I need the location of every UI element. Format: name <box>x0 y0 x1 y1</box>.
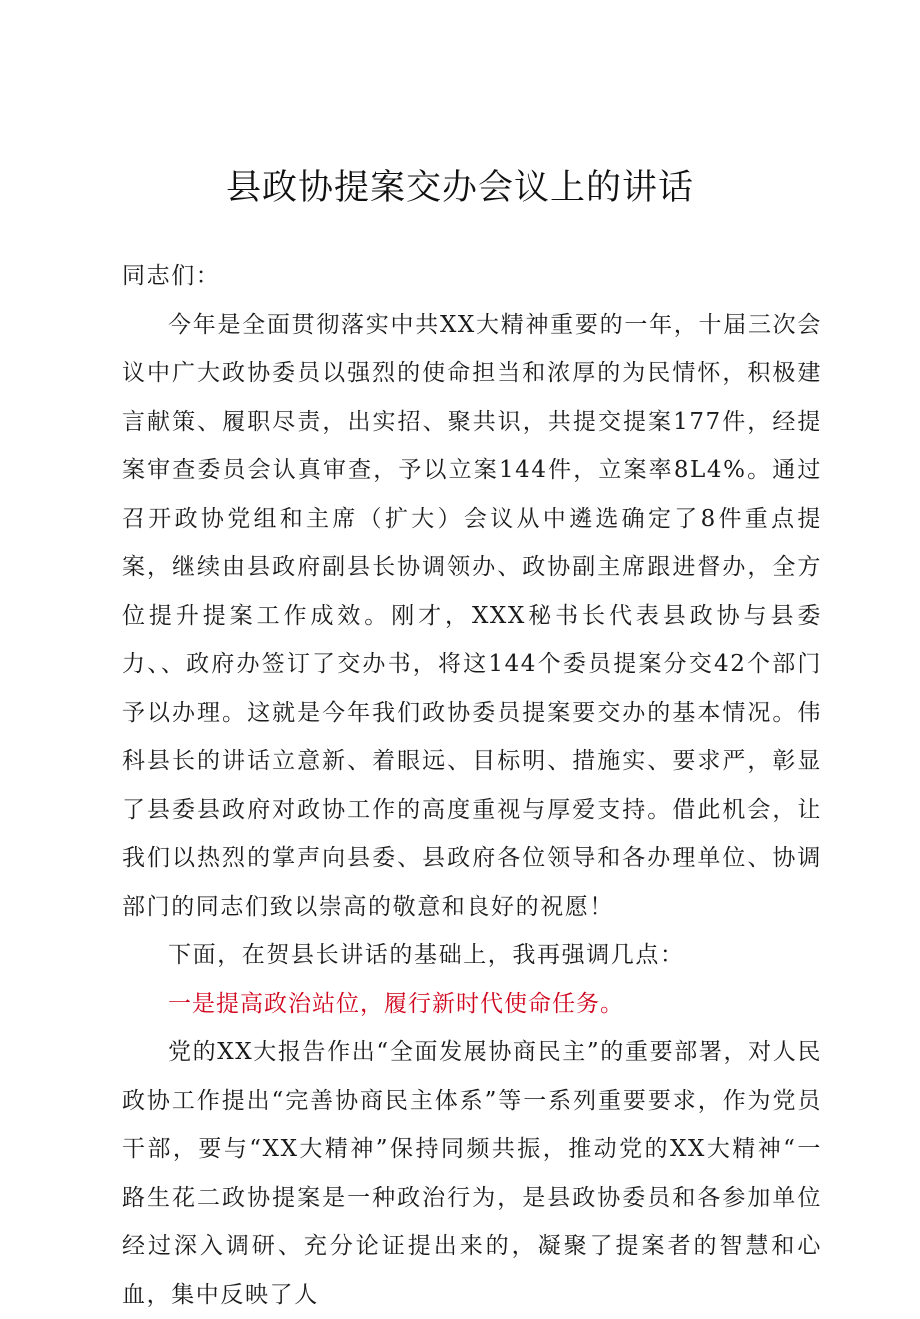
document-body <box>122 252 822 1319</box>
section-heading: 一是提高政治站位，履行新时代使命任务。 <box>168 990 624 1017</box>
body-paragraph: 下面，在贺县长讲话的基础上，我再强调几点： <box>168 942 685 968</box>
salutation: 同志们： <box>122 263 221 289</box>
document-title: 县政协提案交办会议上的讲话 <box>225 168 694 208</box>
section-paragraph: 党的XX大报告作出“全面发展协商民主”的重要部署，对人民政协工作提出“完善协商民主体系”等一系列重要要求，作为党员干部，要与“XX大精神”保持同频共振，推动党的XX大精神“一路生花二政协提案是一种政治行为，是县政协委员和各参加单位经过深入调研、充分论证提出来的，凝聚了提案者的智慧和心血，集中反映了人 <box>122 1039 822 1308</box>
body-paragraph: 今年是全面贯彻落实中共XX大精神重要的一年，十届三次会议中广大政协委员以强烈的使命担当和浓厚的为民情怀，积极建言献策、履职尽责，出实招、聚共识，共提交提案177件，经提案审查委员会认真审查，予以立案144件，立案率8L4%。通过召开政协党组和主席（扩大）会议从中遴选确定了8件重点提案，继续由县政府副县长协调领办、政协副主席跟进督办，全方位提升提案工作成效。刚才，XXX秘书长代表县政协与县委力、、政府办签订了交办书，将这144个委员提案分交42个部门予以办理。这就是今年我们政协委员提案要交办的基本情况。伟科县长的讲话立意新、着眼远、目标明、措施实、要求严，彰显了县委县政府对政协工作的高度重视与厚爱支持。借此机会，让我们以热烈的掌声向县委、县政府各位领导和各办理单位、协调部门的同志们致以崇高的敬意和良好的祝愿！ <box>122 311 822 920</box>
